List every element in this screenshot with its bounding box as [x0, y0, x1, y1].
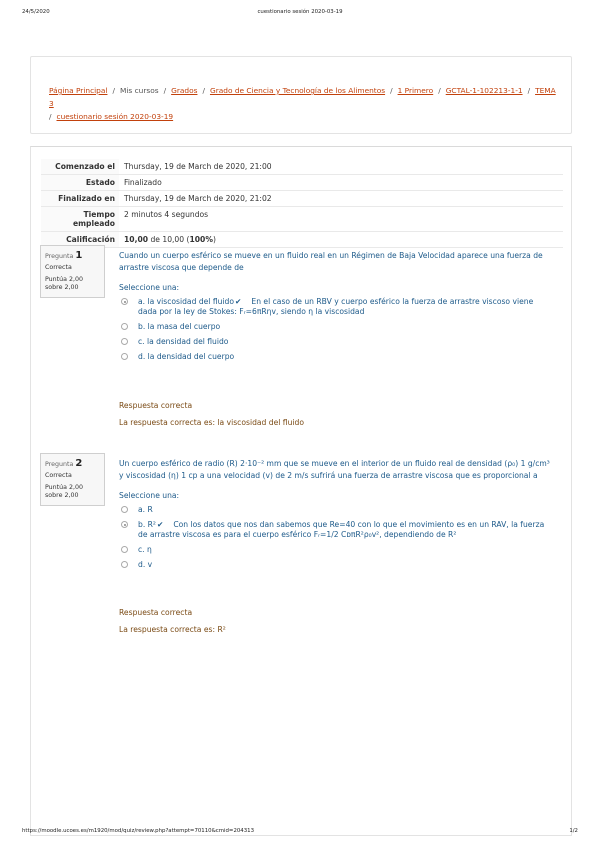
- answer-label: a. la viscosidad del fluido: [138, 297, 235, 306]
- answer-label: a. R: [138, 505, 153, 514]
- question-grade: Puntúa 2,00 sobre 2,00: [45, 484, 84, 499]
- radio-unselected[interactable]: [121, 561, 128, 568]
- radio-unselected[interactable]: [121, 323, 128, 330]
- radio-selected[interactable]: [121, 298, 128, 305]
- question-state: Correcta: [45, 264, 72, 271]
- answer-label: c. η: [138, 545, 152, 554]
- grade-score: 10,00: [124, 235, 149, 244]
- breadcrumb-home-link[interactable]: Página Principal: [49, 86, 108, 95]
- radio-unselected[interactable]: [121, 506, 128, 513]
- correct-check-icon: ✔: [156, 520, 164, 529]
- radio-unselected[interactable]: [121, 353, 128, 360]
- breadcrumb-panel: [30, 56, 572, 134]
- question-1: [119, 250, 551, 362]
- breadcrumb-separator: /: [112, 86, 115, 95]
- answer-prompt: Seleccione una:: [119, 283, 180, 292]
- summary-label: Comenzado el: [41, 159, 119, 175]
- answer-content: [138, 520, 551, 540]
- print-url: https://moodle.ucoes.es/m1920/mod/quiz/review.php?attempt=70110&cmid=204313: [22, 828, 255, 834]
- answer-label: d. la densidad del cuerpo: [138, 352, 235, 361]
- print-title: cuestionario sesión 2020-03-19: [257, 9, 343, 15]
- answer-option-c[interactable]: [119, 337, 551, 347]
- print-page-count: 1/2: [569, 828, 578, 834]
- answer-feedback: En el caso de un RBV y cuerpo esférico la fuerza de arrastre viscoso viene dada por la ley de Stokes: Fᵣ=6πRηv, siendo η la viscosidad: [138, 297, 534, 316]
- answer-label: d. v: [138, 560, 153, 569]
- summary-label: Tiempo empleado: [41, 207, 119, 232]
- breadcrumb-quiz-link[interactable]: cuestionario sesión 2020-03-19: [56, 112, 174, 121]
- summary-label: Finalizado en: [41, 191, 119, 207]
- breadcrumb-separator: /: [390, 86, 393, 95]
- summary-value: 2 minutos 4 segundos: [124, 210, 209, 219]
- answer-option-a[interactable]: [119, 505, 551, 515]
- answer-option-a[interactable]: [119, 297, 551, 317]
- outcome-status: Respuesta correcta: [119, 401, 193, 410]
- question-number: 1: [75, 250, 83, 261]
- answer-option-d[interactable]: [119, 352, 551, 362]
- question-text: Cuando un cuerpo esférico se mueve en un fluido real en un Régimen de Baja Velocidad aparece una fuerza de arrastre viscosa que depende de: [119, 251, 543, 272]
- summary-row-finished: [41, 191, 563, 207]
- print-footer: [22, 828, 578, 838]
- radio-unselected[interactable]: [121, 546, 128, 553]
- breadcrumb-degree-link[interactable]: Grado de Ciencia y Tecnología de los Alimentos: [209, 86, 386, 95]
- breadcrumb-year-link[interactable]: 1 Primero: [397, 86, 434, 95]
- answer-feedback: Con los datos que nos dan sabemos que Re=40 con lo que el movimiento es en un RAV, la fuerza de arrastre viscosa es para el cuerpo esférico Fᵣ=1/2 CᴅπR²ρ₀v², dependiendo de R²: [138, 520, 545, 539]
- summary-value: Thursday, 19 de March de 2020, 21:00: [124, 162, 272, 171]
- print-header: [22, 9, 578, 19]
- summary-row-grade: [41, 232, 563, 248]
- summary-label: Estado: [41, 175, 119, 191]
- answer-option-d[interactable]: [119, 560, 551, 570]
- grade-close: ): [212, 235, 216, 244]
- summary-row-state: [41, 175, 563, 191]
- answer-option-b[interactable]: [119, 322, 551, 332]
- summary-label: Calificación: [41, 232, 119, 248]
- outcome-status: Respuesta correcta: [119, 608, 193, 617]
- grade-percent: 100%: [189, 235, 213, 244]
- question-state: Correcta: [45, 472, 72, 479]
- breadcrumb-separator: /: [527, 86, 531, 95]
- summary-row-started: [41, 159, 563, 175]
- quiz-review-panel: [30, 146, 572, 836]
- summary-value: [119, 232, 563, 248]
- question-text: Un cuerpo esférico de radio (R) 2·10⁻² mm que se mueve en el interior de un fluido real de densidad (ρ₀) 1 g/cm³ y viscosidad (η) 1 cp a una velocidad (v) de 2 m/s sufrirá una fuerza de arrastre viscosa que es proporcional a: [119, 459, 550, 480]
- radio-unselected[interactable]: [121, 338, 128, 345]
- breadcrumb-topic-link[interactable]: TEMA 3: [49, 86, 556, 108]
- attempt-summary-table: [41, 159, 563, 248]
- answer-prompt: Seleccione una:: [119, 491, 180, 500]
- question-2: [119, 458, 551, 570]
- answer-option-c[interactable]: [119, 545, 551, 555]
- question-2-outcome: [119, 608, 551, 634]
- answer-label: c. la densidad del fluido: [138, 337, 229, 346]
- breadcrumb-separator: /: [49, 112, 52, 121]
- answer-option-b[interactable]: [119, 520, 551, 540]
- breadcrumb-separator: /: [438, 86, 441, 95]
- radio-selected[interactable]: [121, 521, 128, 528]
- breadcrumb-course-link[interactable]: GCTAL-1-102213-1-1: [445, 86, 523, 95]
- breadcrumb-grados-link[interactable]: Grados: [171, 86, 198, 95]
- question-label: Pregunta: [45, 253, 74, 260]
- question-2-info: [40, 453, 105, 506]
- correct-check-icon: ✔: [235, 297, 242, 306]
- question-1-info: [40, 245, 105, 298]
- summary-value: Finalizado: [124, 178, 162, 187]
- breadcrumb-my-courses: Mis cursos: [119, 86, 159, 95]
- answer-label: b. R²: [138, 520, 156, 529]
- answer-label: b. la masa del cuerpo: [138, 322, 221, 331]
- print-date: 24/5/2020: [22, 9, 50, 15]
- outcome-right-answer: La respuesta correcta es: R²: [119, 625, 226, 634]
- summary-value: Thursday, 19 de March de 2020, 21:02: [124, 194, 272, 203]
- grade-rest: de 10,00 (: [150, 235, 190, 244]
- outcome-right-answer: La respuesta correcta es: la viscosidad del fluido: [119, 418, 304, 427]
- question-1-outcome: [119, 401, 551, 427]
- question-number: 2: [75, 458, 83, 469]
- breadcrumb: [49, 84, 559, 123]
- question-label: Pregunta: [45, 461, 74, 468]
- question-grade: Puntúa 2,00 sobre 2,00: [45, 276, 84, 291]
- breadcrumb-separator: /: [202, 86, 205, 95]
- answer-content: [138, 297, 551, 317]
- breadcrumb-separator: /: [163, 86, 167, 95]
- summary-row-time: [41, 207, 563, 232]
